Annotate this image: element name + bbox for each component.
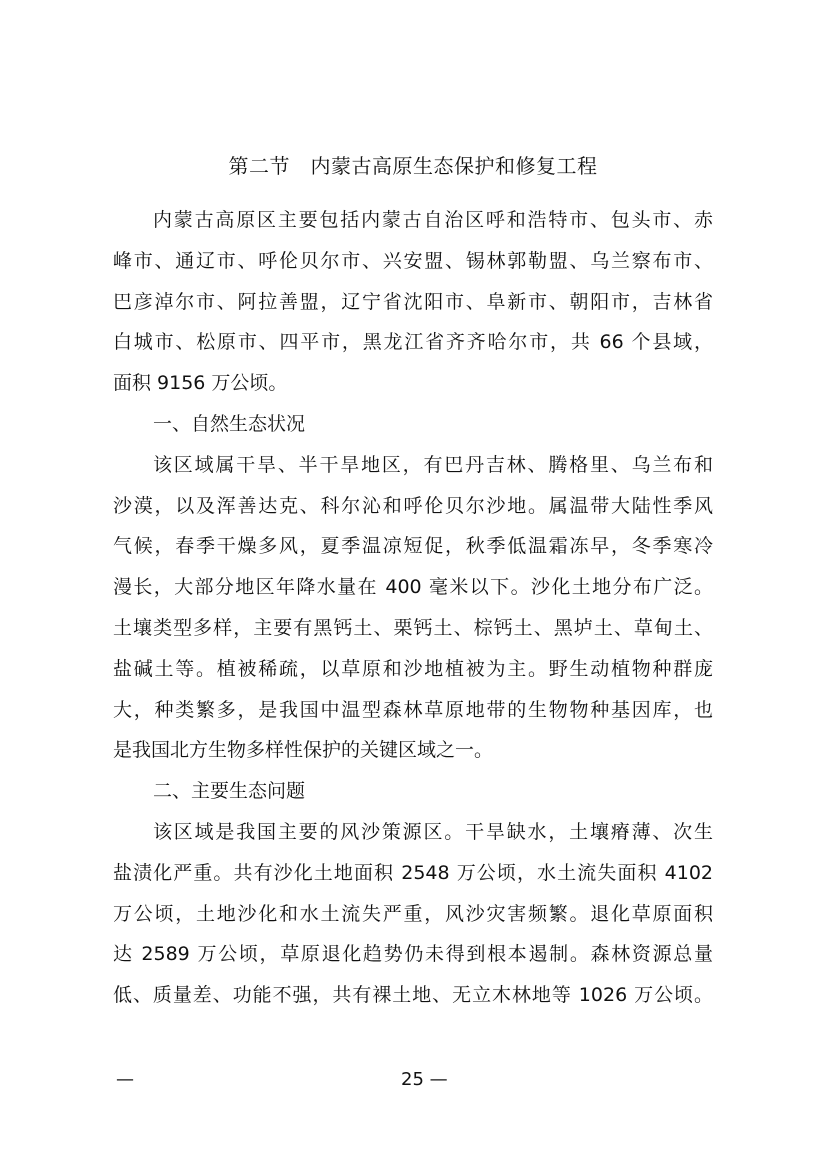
footer-left-dash: — <box>116 1069 134 1090</box>
natural-ecology-line: 是我国北方生物多样性保护的关键区域之一。 <box>113 739 494 762</box>
body-text <box>113 200 713 1016</box>
intro-line: 面积 9156 万公顷。 <box>113 372 288 395</box>
subsection-heading-natural-ecology: 一、自然生态状况 <box>153 412 306 435</box>
natural-ecology-line: 沙漠，以及浑善达克、科尔沁和呼伦贝尔沙地。属温带大陆性季风 <box>113 494 713 517</box>
natural-ecology-line: 该区域属干旱、半干旱地区，有巴丹吉林、腾格里、乌兰布和 <box>153 453 713 476</box>
natural-ecology-line: 大，种类繁多，是我国中温型森林草原地带的生物物种基因库，也 <box>113 698 713 721</box>
natural-ecology-line: 气候，春季干燥多风，夏季温凉短促，秋季低温霜冻早，冬季寒冷 <box>113 535 713 558</box>
intro-line: 巴彦淖尔市、阿拉善盟，辽宁省沈阳市、阜新市、朝阳市，吉林省 <box>113 290 713 313</box>
main-problems-line: 盐渍化严重。共有沙化土地面积 2548 万公顷，水土流失面积 4102 <box>113 861 713 884</box>
intro-line: 内蒙古高原区主要包括内蒙古自治区呼和浩特市、包头市、赤 <box>153 209 713 231</box>
intro-line: 白城市、松原市、四平市，黑龙江省齐齐哈尔市，共 66 个县域， <box>113 331 713 354</box>
intro-line: 峰市、通辽市、呼伦贝尔市、兴安盟、锡林郭勒盟、乌兰察布市、 <box>113 249 713 272</box>
main-problems-line: 万公顷，土地沙化和水土流失严重，风沙灾害频繁。退化草原面积 <box>113 902 713 925</box>
natural-ecology-line: 盐碱土等。植被稀疏，以草原和沙地植被为主。野生动植物种群庞 <box>113 657 713 680</box>
main-problems-line: 低、质量差、功能不强，共有裸土地、无立木林地等 1026 万公顷。 <box>113 984 713 1007</box>
section-title: 第二节 内蒙古高原生态保护和修复工程 <box>228 154 598 178</box>
main-problems-line: 该区域是我国主要的风沙策源区。干旱缺水，土壤瘠薄、次生 <box>153 820 713 843</box>
main-problems-line: 达 2589 万公顷，草原退化趋势仍未得到根本遏制。森林资源总量 <box>113 943 713 966</box>
natural-ecology-line: 漫长，大部分地区年降水量在 400 毫米以下。沙化土地分布广泛。 <box>113 576 713 599</box>
natural-ecology-line: 土壤类型多样，主要有黑钙土、栗钙土、棕钙土、黑垆土、草甸土、 <box>113 616 713 639</box>
subsection-heading-main-problems: 二、主要生态问题 <box>153 780 306 803</box>
page-number: 25 — <box>401 1069 448 1090</box>
